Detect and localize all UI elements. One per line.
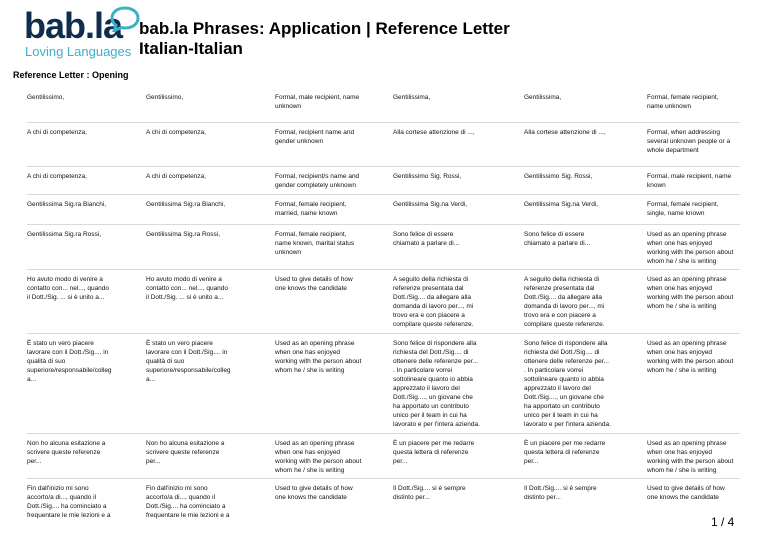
table-cell: Sono felice di essere chiamato a parlare di...: [393, 231, 460, 247]
table-cell: Gentilissima Sig.na Verdi,: [524, 201, 599, 208]
table-cell: Used to give details of how one knows the candidate: [647, 485, 725, 501]
table-cell: Formal, female recipient, married, name known: [275, 201, 347, 217]
table-cell: Non ho alcuna esitazione a scrivere queste referenze per...: [27, 440, 106, 465]
phrase-table: [27, 88, 740, 523]
table-cell: Gentilissima Sig.ra Rossi,: [27, 231, 102, 238]
table-cell: Gentilissima Sig.ra Rossi,: [146, 231, 221, 238]
table-cell: Used to give details of how one knows the candidate: [275, 485, 353, 501]
table-cell: Formal, female recipient, single, name known: [647, 201, 719, 217]
table-cell: Ho avuto modo di venire a contatto con... nel..., quando il Dott./Sig. ... si è unito a...: [146, 276, 229, 301]
table-row: [27, 167, 740, 195]
table-cell: È un piacere per me redarre questa lettera di referenze per...: [524, 440, 606, 465]
table-cell: Gentilissimo Sig. Rossi,: [524, 173, 593, 180]
table-cell: Non ho alcuna esitazione a scrivere queste referenze per...: [146, 440, 225, 465]
table-cell: Il Dott./Sig.... si è sempre distinto per...: [393, 485, 466, 501]
table-cell: Used as an opening phrase when one has enjoyed working with the person about whom he / she is writing: [647, 340, 734, 374]
table-cell: Formal, when addressing several unknown people or a whole department: [647, 129, 731, 154]
table-row: [27, 225, 740, 270]
page-title-line-1: bab.la Phrases: Application | Reference Letter: [139, 19, 510, 38]
table-cell: Fin dall'inizio mi sono accorto/a di..., quando il Dott./Sig.... ha cominciato a frequentare le mie lezioni e a: [27, 485, 111, 519]
table-cell: Gentilissima Sig.ra Bianchi,: [146, 201, 226, 208]
table-cell: Formal, female recipient, name known, marital status unknown: [275, 231, 355, 256]
table-cell: Sono felice di rispondere alla richiesta del Dott./Sig.... di ottenere delle referenze per... . In particolare vorrei sottolineare quanto io abbia apprezzato il lavoro del Dott./Sig...., un giovane che ha apportato un contributo unico per il team in cui ha lavorato e per l'intera azienda.: [393, 340, 480, 428]
speech-bubble-icon: [110, 6, 140, 32]
table-cell: Sono felice di rispondere alla richiesta del Dott./Sig.... di ottenere delle referenze per... . In particolare vorrei sottolineare quanto io abbia apprezzato il lavoro del Dott./Sig...., un giovane che ha apportato un contributo unico per il team in cui ha lavorato e per l'intera azienda.: [524, 340, 611, 428]
table-cell: Gentilissimo,: [146, 94, 184, 101]
table-cell: Sono felice di essere chiamato a parlare di...: [524, 231, 591, 247]
table-cell: Used as an opening phrase when one has enjoyed working with the person about whom he / she is writing: [647, 440, 734, 474]
table-cell: Fin dall'inizio mi sono accorto/a di..., quando il Dott./Sig.... ha cominciato a frequentare le mie lezioni e a: [146, 485, 230, 519]
table-cell: Formal, recipient/s name and gender completely unknown: [275, 173, 360, 189]
table-cell: È stato un vero piacere lavorare con il Dott./Sig.... in qualità di suo superiore/responsabile/colleg a...: [27, 340, 112, 383]
table-cell: Gentilissima Sig.na Verdi,: [393, 201, 468, 208]
table-cell: Used as an opening phrase when one has enjoyed working with the person about whom he / she is writing: [275, 440, 362, 474]
table-row: [27, 195, 740, 225]
table-row: [27, 334, 740, 434]
table-row: [27, 123, 740, 167]
table-cell: Formal, recipient name and gender unknown: [275, 129, 355, 145]
table-cell: Formal, male recipient, name unknown: [275, 94, 360, 110]
table-cell: Used as an opening phrase when one has enjoyed working with the person about whom he / she is writing: [647, 231, 734, 265]
table-cell: Alla cortese attenzione di ...,: [393, 129, 475, 136]
table-cell: A chi di competenza,: [27, 173, 87, 180]
babla-logo[interactable]: [24, 6, 134, 62]
page-number: 1 / 4: [711, 515, 735, 529]
table-cell: Used as an opening phrase when one has enjoyed working with the person about whom he / she is writing: [647, 276, 734, 310]
table-cell: A seguito della richiesta di referenze presentata dal Dott./Sig.... da allegare alla domanda di lavoro per..., mi trovo era e con piacere a compilare queste referenze.: [524, 276, 605, 328]
table-cell: Used to give details of how one knows the candidate: [275, 276, 353, 292]
table-cell: Ho avuto modo di venire a contatto con... nel..., quando il Dott./Sig. ... si è unito a...: [27, 276, 110, 301]
table-cell: È stato un vero piacere lavorare con il Dott./Sig.... in qualità di suo superiore/responsabile/colleg a...: [146, 340, 231, 383]
table-cell: Gentilissima Sig.ra Bianchi,: [27, 201, 107, 208]
page-title: [139, 19, 510, 59]
table-row: [27, 270, 740, 334]
table-cell: Alla cortese attenzione di ...,: [524, 129, 606, 136]
table-row: [27, 434, 740, 479]
table-cell: È un piacere per me redarre questa lettera di referenze per...: [393, 440, 475, 465]
table-row: [27, 88, 740, 123]
table-cell: A chi di competenza,: [146, 129, 206, 136]
table-cell: Used as an opening phrase when one has enjoyed working with the person about whom he / she is writing: [275, 340, 362, 374]
table-cell: Il Dott./Sig.... si è sempre distinto per...: [524, 485, 597, 501]
table-cell: A chi di competenza,: [27, 129, 87, 136]
table-cell: A chi di competenza,: [146, 173, 206, 180]
table-cell: Gentilissima,: [393, 94, 431, 101]
table-cell: Formal, female recipient, name unknown: [647, 94, 719, 110]
logo-wordmark: bab.la: [24, 5, 123, 46]
table-cell: A seguito della richiesta di referenze presentata dal Dott./Sig.... da allegare alla domanda di lavoro per..., mi trovo era e con piacere a compilare queste referenze.: [393, 276, 474, 328]
table-cell: Gentilissimo,: [27, 94, 65, 101]
table-cell: Gentilissimo Sig. Rossi,: [393, 173, 462, 180]
logo-tagline: Loving Languages: [25, 44, 132, 59]
table-cell: Formal, male recipient, name known: [647, 173, 732, 189]
page-title-line-2: Italian-Italian: [139, 39, 243, 58]
table-cell: Gentilissima,: [524, 94, 562, 101]
section-heading: Reference Letter : Opening: [13, 70, 129, 80]
table-row: [27, 479, 740, 523]
